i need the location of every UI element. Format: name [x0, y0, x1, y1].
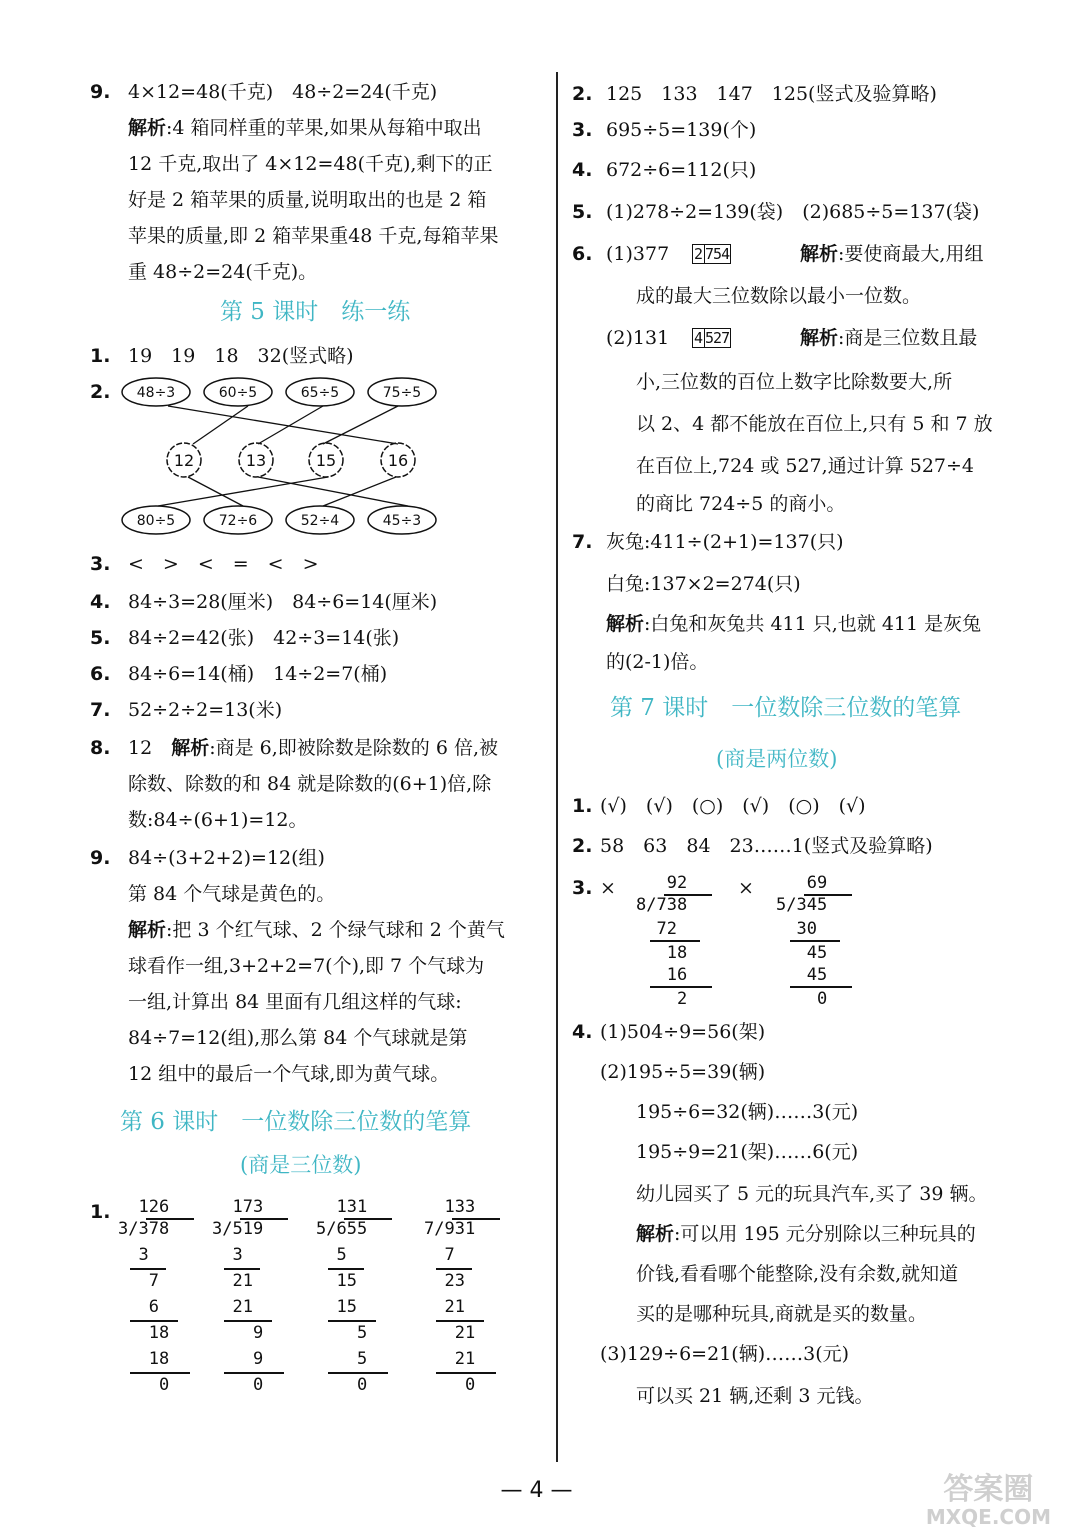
- analysis-line: 价钱,看看哪个能整除,没有余数,就知道: [636, 1263, 959, 1285]
- analysis-line: 解析:要使商最大,用组: [800, 243, 984, 265]
- answer-text: 19 19 18 32(竖式略): [128, 345, 354, 367]
- q-number: 7.: [572, 531, 593, 553]
- section-subtitle: (商是两位数): [716, 747, 838, 771]
- answer-text: 58 63 84 23……1(竖式及验算略): [600, 835, 933, 857]
- analysis-line: 解析:商是三位数且最: [800, 327, 978, 349]
- analysis-line: 12 解析:商是 6,即被除数是除数的 6 倍,被: [128, 737, 498, 759]
- analysis-line: 解析:把 3 个红气球、2 个绿气球和 2 个黄气: [128, 919, 505, 941]
- q-number: 5.: [572, 201, 593, 223]
- answer-text: 672÷6=112(只): [606, 159, 757, 181]
- answer-text: (1)278÷2=139(袋) (2)685÷5=137(袋): [606, 201, 980, 223]
- answer-text: 白兔:137×2=274(只): [606, 573, 801, 595]
- q-number: 5.: [90, 627, 111, 649]
- q-number: 4.: [572, 159, 593, 181]
- answer-text: < > < = < >: [128, 553, 319, 575]
- q-number: 6.: [90, 663, 111, 685]
- long-division: 131 5/655 5 15 15 5 5 0: [316, 1196, 396, 1396]
- matching-diagram: [118, 372, 458, 542]
- analysis-line: 数:84÷(6+1)=12。: [128, 809, 308, 831]
- long-division: 126 3/378 3 7 6 18 18 0: [118, 1196, 198, 1396]
- analysis-line: 在百位上,724 或 527,通过计算 527÷4: [636, 455, 975, 477]
- q-number: 7.: [90, 699, 111, 721]
- analysis-line: 的(2-1)倍。: [606, 651, 709, 673]
- flower-label: 13: [245, 451, 267, 470]
- q-number: 2.: [90, 381, 111, 403]
- analysis-line: 球看作一组,3+2+2=7(个),即 7 个气球为: [128, 955, 485, 977]
- leaf-label: 80÷5: [136, 513, 176, 529]
- q-number: 3.: [572, 877, 593, 899]
- digit-card-box: 4 527: [694, 329, 730, 347]
- flower-label: 15: [315, 451, 337, 470]
- leaf-label: 48÷3: [136, 385, 176, 401]
- q-number: 9.: [90, 81, 111, 103]
- answer-text: 可以买 21 辆,还剩 3 元钱。: [636, 1385, 874, 1407]
- answer-text: 灰兔:411÷(2+1)=137(只): [606, 531, 844, 553]
- answer-text: 84÷3=28(厘米) 84÷6=14(厘米): [128, 591, 438, 613]
- analysis-line: 解析:白兔和灰兔共 411 只,也就 411 是灰兔: [606, 613, 982, 635]
- analysis-line: 成的最大三位数除以最小一位数。: [636, 285, 922, 307]
- q-number: 2.: [572, 835, 593, 857]
- q-number: 9.: [90, 847, 111, 869]
- analysis-line: 12 千克,取出了 4×12=48(千克),剩下的正: [128, 153, 493, 175]
- analysis-line: 12 组中的最后一个气球,即为黄气球。: [128, 1063, 450, 1085]
- q-number: 1.: [90, 1201, 111, 1223]
- page-number: — 4 —: [500, 1478, 573, 1503]
- leaf-label: 52÷4: [300, 513, 340, 529]
- flower-label: 16: [387, 451, 409, 470]
- analysis-line: 解析:4 箱同样重的苹果,如果从每箱中取出: [128, 117, 482, 139]
- section-title: 第 7 课时 一位数除三位数的笔算: [610, 695, 962, 721]
- answer-text: 52÷2÷2=13(米): [128, 699, 283, 721]
- answer-text: (1)377: [606, 243, 670, 265]
- long-division: 173 3/519 3 21 21 9 9 0: [212, 1196, 292, 1396]
- answer-text: 195÷6=32(辆)……3(元): [636, 1101, 859, 1123]
- leaf-label: 72÷6: [218, 513, 258, 529]
- q-number: 3.: [90, 553, 111, 575]
- analysis-line: 解析:可以用 195 元分别除以三种玩具的: [636, 1223, 976, 1245]
- answer-text: 幼儿园买了 5 元的玩具汽车,买了 39 辆。: [636, 1183, 988, 1205]
- leaf-label: 45÷3: [382, 513, 422, 529]
- answer-text: 84÷(3+2+2)=12(组): [128, 847, 325, 869]
- answer-text: 第 84 个气球是黄色的。: [128, 883, 336, 905]
- leaf-label: 60÷5: [218, 385, 258, 401]
- long-division: 69 5/345 30 45 45 0: [776, 872, 866, 1012]
- long-division: 92 8/738 72 18 16 2: [636, 872, 726, 1012]
- answer-text: (1)504÷9=56(架): [600, 1021, 766, 1043]
- analysis-line: 重 48÷2=24(千克)。: [128, 261, 318, 283]
- analysis-line: 的商比 724÷5 的商小。: [636, 493, 846, 515]
- digit-card-box: 2 754: [694, 245, 730, 263]
- answer-text: (3)129÷6=21(辆)……3(元): [600, 1343, 850, 1365]
- q-number: 4.: [90, 591, 111, 613]
- leaf-label: 75÷5: [382, 385, 422, 401]
- answer-text: (2)131: [606, 327, 670, 349]
- flower-label: 12: [173, 451, 195, 470]
- q-number: 1.: [572, 795, 593, 817]
- section-subtitle: (商是三位数): [240, 1153, 362, 1177]
- answer-text: 84÷6=14(桶) 14÷2=7(桶): [128, 663, 388, 685]
- flower-shape: [167, 443, 415, 477]
- analysis-label: 解析: [128, 117, 167, 139]
- leaf-label: 65÷5: [300, 385, 340, 401]
- analysis-line: 84÷7=12(组),那么第 84 个气球就是第: [128, 1027, 468, 1049]
- answer-text: 195÷9=21(架)……6(元): [636, 1141, 859, 1163]
- q-number: 2.: [572, 83, 593, 105]
- answer-text: (√) (√) (○) (√) (○) (√): [600, 795, 866, 817]
- answer-text: 84÷2=42(张) 42÷3=14(张): [128, 627, 400, 649]
- analysis-line: 苹果的质量,即 2 箱苹果重48 千克,每箱苹果: [128, 225, 499, 247]
- analysis-line: 买的是哪种玩具,商就是买的数量。: [636, 1303, 928, 1325]
- cross-mark: ×: [738, 877, 754, 899]
- analysis-line: 除数、除数的和 84 就是除数的(6+1)倍,除: [128, 773, 492, 795]
- cross-mark: ×: [600, 877, 616, 899]
- answer-text: 4×12=48(千克) 48÷2=24(千克): [128, 81, 438, 103]
- column-divider: [556, 72, 558, 1462]
- analysis-line: 好是 2 箱苹果的质量,说明取出的也是 2 箱: [128, 189, 487, 211]
- analysis-line: 一组,计算出 84 里面有几组这样的气球:: [128, 991, 462, 1013]
- answer-text: 125 133 147 125(竖式及验算略): [606, 83, 937, 105]
- analysis-line: 以 2、4 都不能放在百位上,只有 5 和 7 放: [636, 413, 993, 435]
- section-title: 第 5 课时 练一练: [220, 299, 411, 325]
- q-number: 3.: [572, 119, 593, 141]
- section-title: 第 6 课时 一位数除三位数的笔算: [120, 1109, 472, 1135]
- answer-text: 695÷5=139(个): [606, 119, 757, 141]
- long-division: 133 7/931 7 23 21 21 21 0: [424, 1196, 504, 1396]
- analysis-line: 小,三位数的百位上数字比除数要大,所: [636, 371, 953, 393]
- q-number: 4.: [572, 1021, 593, 1043]
- q-number: 6.: [572, 243, 593, 265]
- match-lines: [158, 406, 408, 506]
- answer-text: (2)195÷5=39(辆): [600, 1061, 766, 1083]
- q-number: 8.: [90, 737, 111, 759]
- watermark-logo: 答案圈 MXQE.COM: [925, 1472, 1051, 1529]
- q-number: 1.: [90, 345, 111, 367]
